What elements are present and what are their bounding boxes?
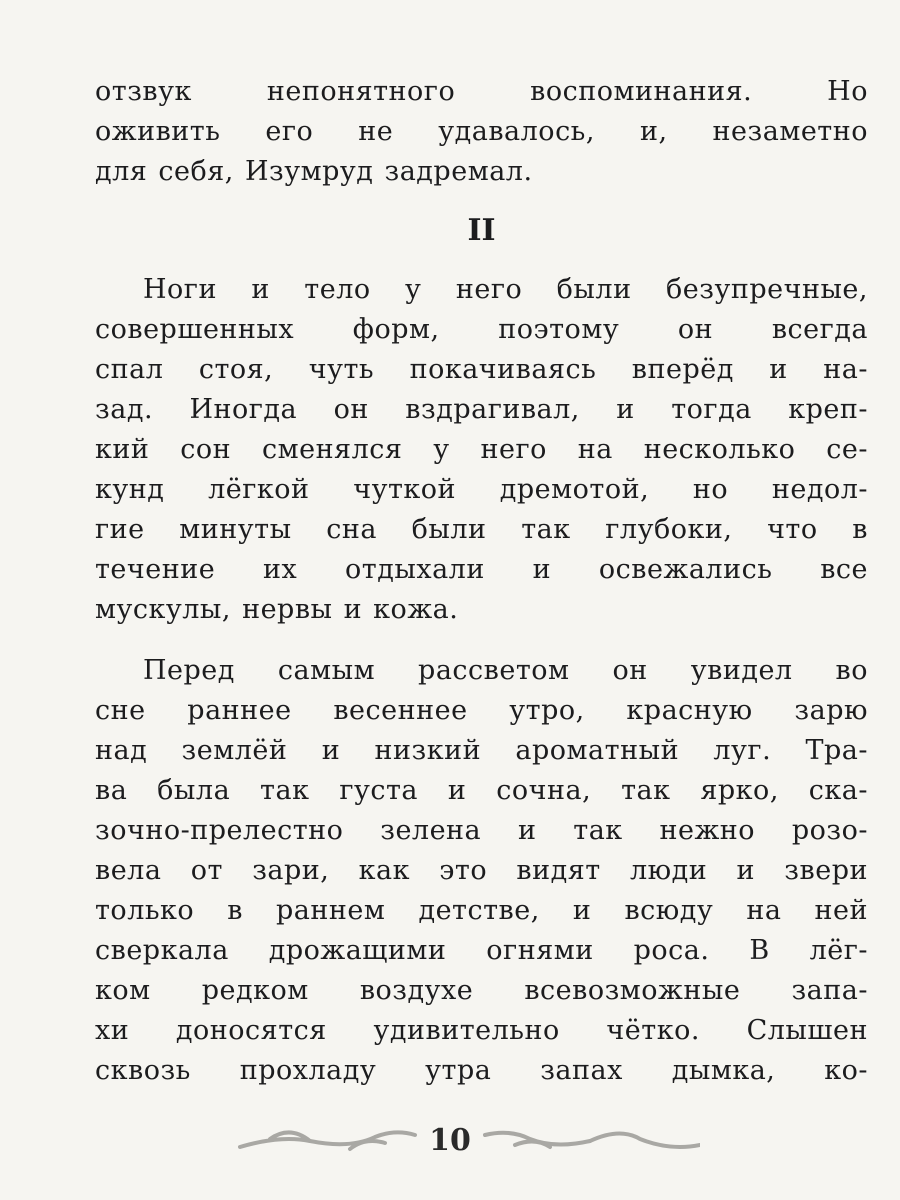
text-line: гие минуты сна были так глубоки, что в xyxy=(95,514,868,545)
text-line: кий сон сменялся у него на несколько се- xyxy=(95,434,868,465)
page-number: 10 xyxy=(429,1123,471,1158)
text-line: вела от зари, как это видят люди и звери xyxy=(95,855,868,886)
text-line: сквозь прохладу утра запах дымка, ко- xyxy=(95,1055,868,1086)
text-line: только в раннем детстве, и всюду на ней xyxy=(95,895,868,926)
text-line: спал стоя, чуть покачиваясь вперёд и на- xyxy=(95,354,868,385)
text-line: совершенных форм, поэтому он всегда xyxy=(95,314,868,345)
text-line: сверкала дрожащими огнями роса. В лёг- xyxy=(95,935,868,966)
text-line: ва была так густа и сочна, так ярко, ска- xyxy=(95,775,868,806)
text-line: отзвук непонятного воспоминания. Но xyxy=(95,76,868,107)
text-line: над землёй и низкий ароматный луг. Тра- xyxy=(95,735,868,766)
paragraph-2 xyxy=(95,651,868,1091)
text-line: кунд лёгкой чуткой дремотой, но недол- xyxy=(95,474,868,505)
text-line: течение их отдыхали и освежались все xyxy=(95,554,868,585)
text-line: хи доносятся удивительно чётко. Слышен xyxy=(95,1015,868,1046)
text-line: зочно-прелестно зелена и так нежно розо- xyxy=(95,815,868,846)
text-line: зад. Иногда он вздрагивал, и тогда креп- xyxy=(95,394,868,425)
text-line: мускулы, нервы и кожа. xyxy=(95,594,459,625)
page-text xyxy=(95,72,868,1091)
page-footer xyxy=(200,1115,700,1165)
chapter-heading: II xyxy=(467,213,496,248)
text-line: Ноги и тело у него были безупречные, xyxy=(143,274,868,305)
text-line: ком редком воздухе всевозможные запа- xyxy=(95,975,868,1006)
paragraph-1 xyxy=(95,270,868,630)
text-line: сне раннее весеннее утро, красную зарю xyxy=(95,695,868,726)
text-line: оживить его не удавалось, и, незаметно xyxy=(95,116,868,147)
text-line: для себя, Изумруд задремал. xyxy=(95,156,533,187)
text-line: Перед самым рассветом он увидел во xyxy=(143,655,868,686)
